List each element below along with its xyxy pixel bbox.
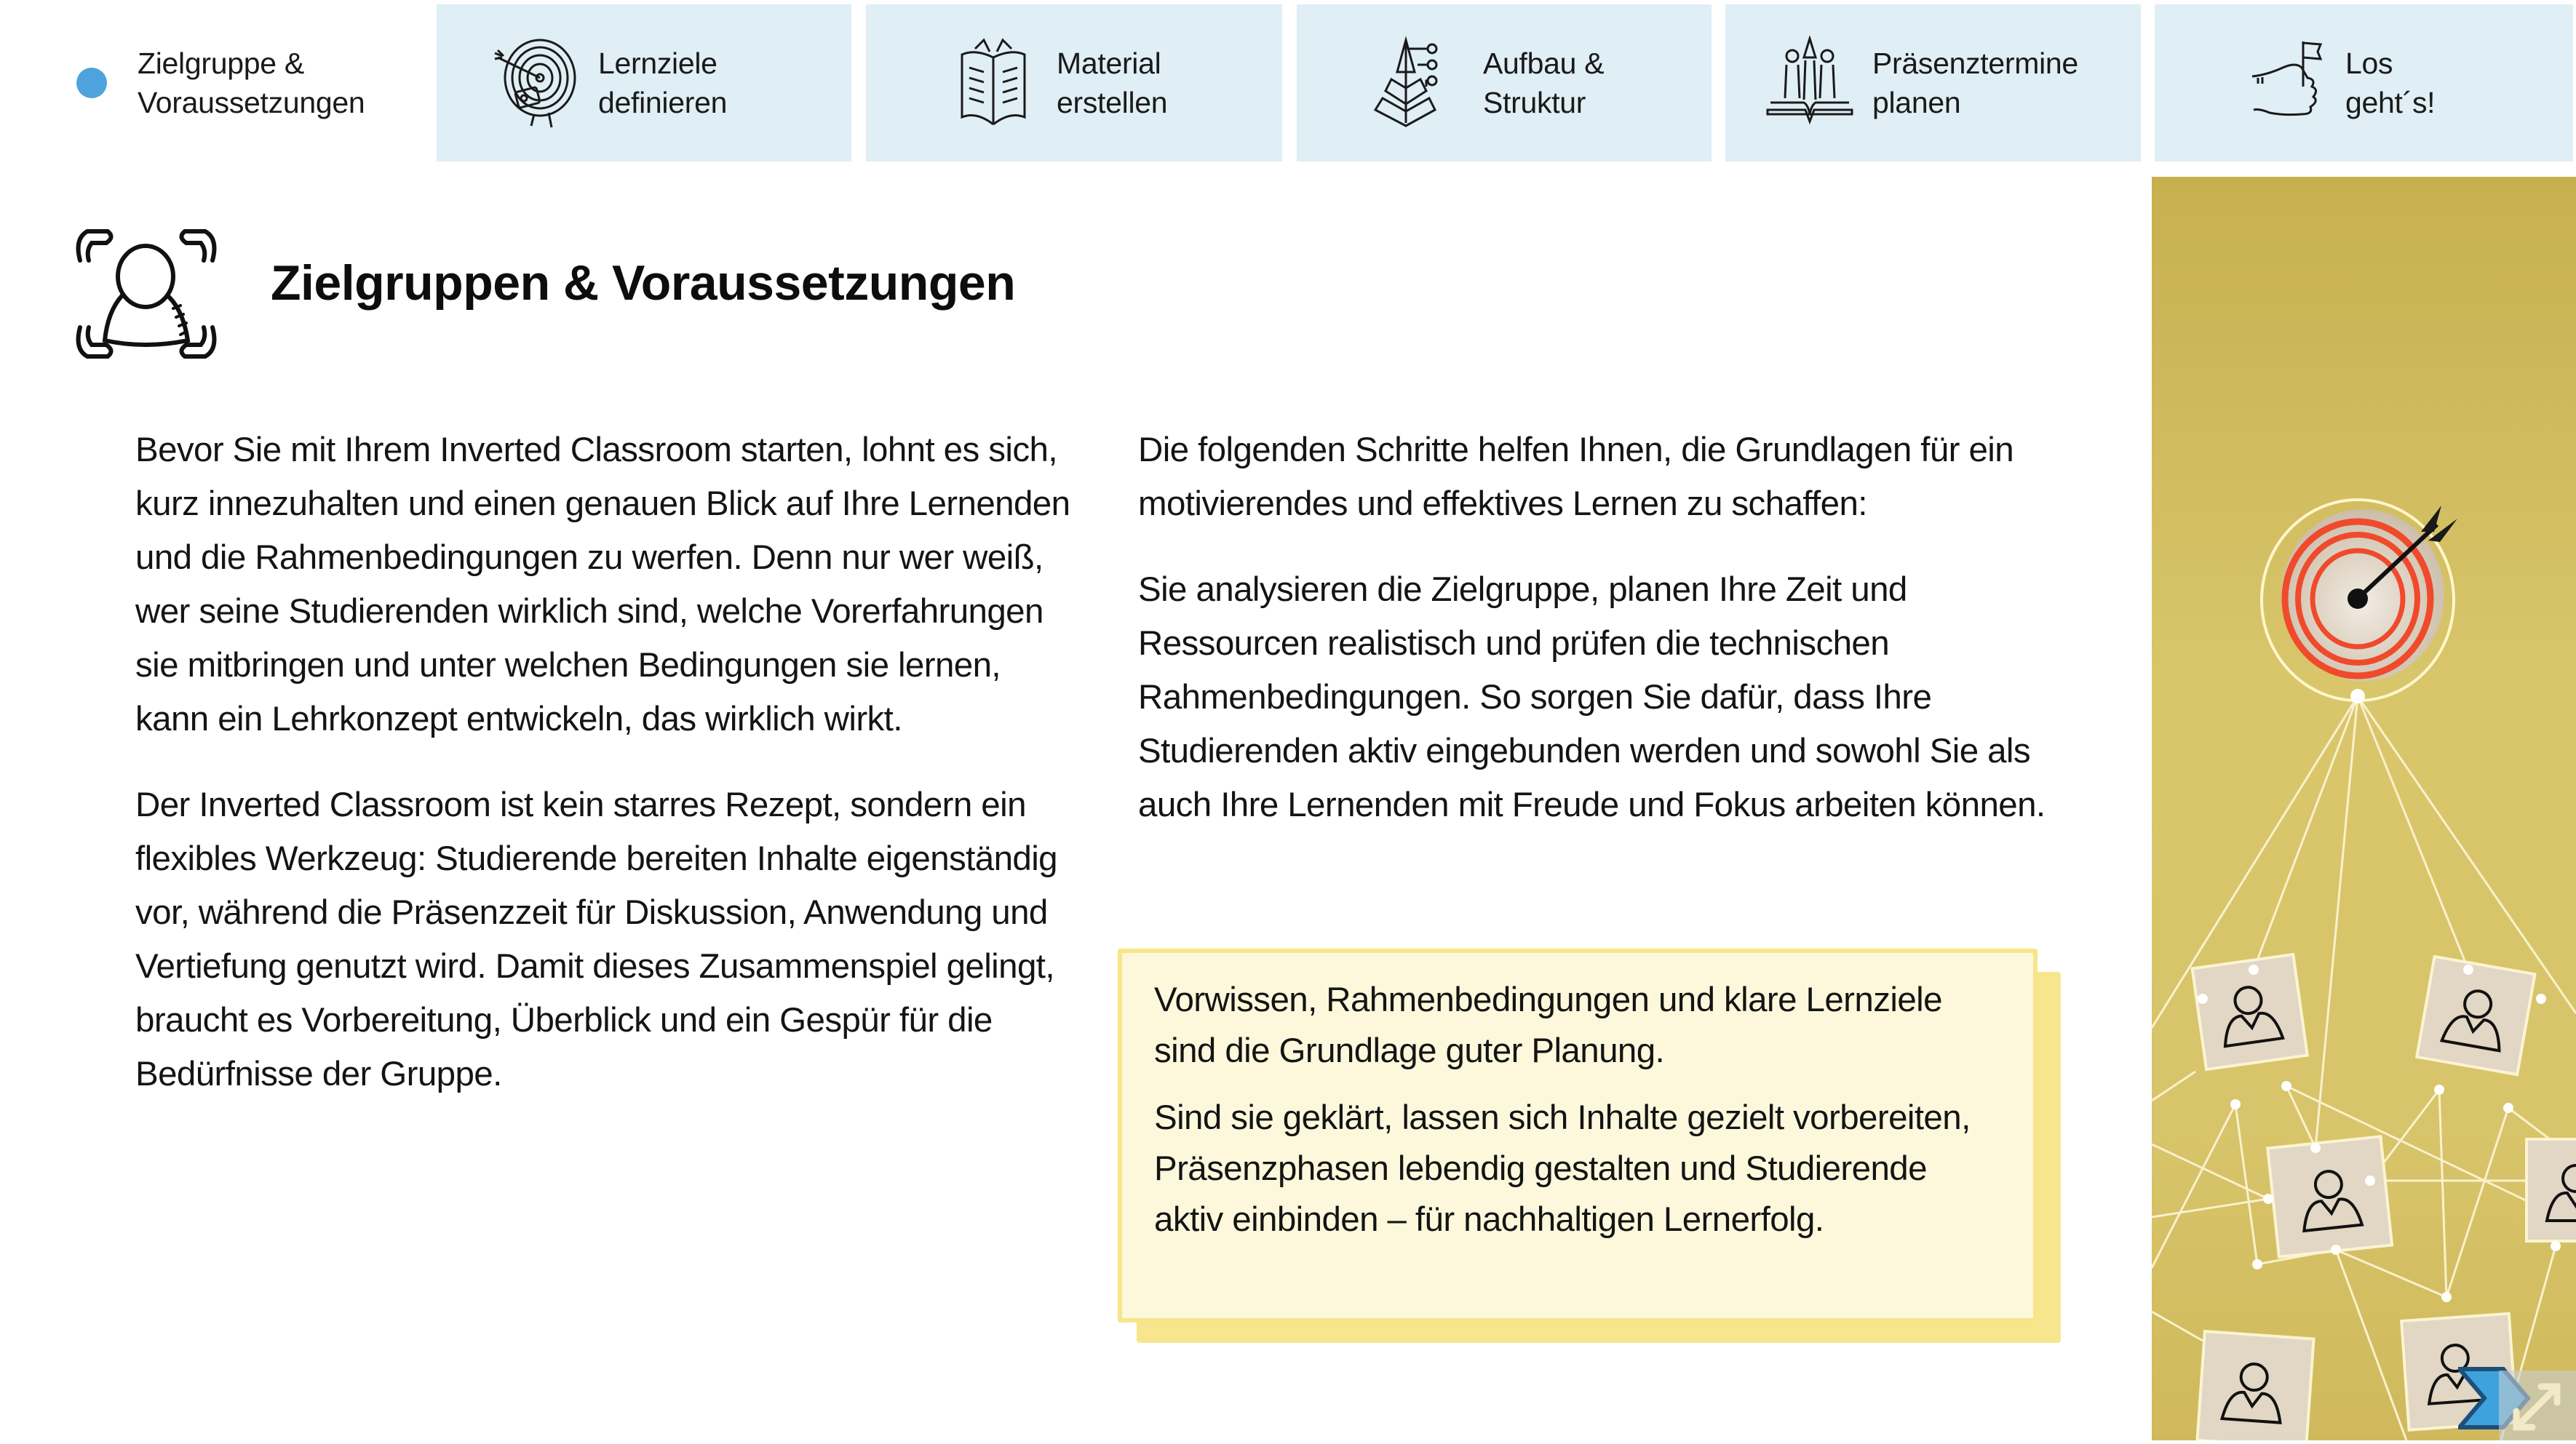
intro-text-right xyxy=(1138,423,2084,832)
intro-text-left xyxy=(135,423,1081,1101)
tab-label: Zielgruppe & Voraussetzungen xyxy=(138,47,365,119)
tab-label: Aufbau & Struktur xyxy=(1483,47,1605,119)
fullscreen-button[interactable] xyxy=(2499,1371,2576,1440)
tab-label: Lernziele definieren xyxy=(598,47,728,119)
tab-zielgruppe[interactable] xyxy=(0,4,429,161)
target-arrow-icon xyxy=(490,36,585,130)
note-paragraph: Sind sie geklärt, lassen sich Inhalte gezielt vorbereiten, Präsenzphasen lebendig gestalten und Studierende aktiv einbinden – für nachhaltigen Lernerfolg. xyxy=(1154,1098,1971,1239)
paragraph: Bevor Sie mit Ihrem Inverted Classroom starten, lohnt es sich, kurz innezuhalten und einen genauen Blick auf Ihre Lernenden und die Rahmenbedingungen zu werfen. Denn nur wer weiß, wer seine Studierenden wirklich sind, welche Vorerfahrungen sie mitbringen und unter welchen Bedingungen sie lernen, kann ein Lehrkonzept entwickeln, das wirklich wirkt. xyxy=(135,431,1070,738)
active-indicator-dot xyxy=(76,68,107,98)
people-book-icon xyxy=(1763,36,1858,130)
tab-label: Los geht´s! xyxy=(2345,47,2436,119)
tab-label: Präsenztermine planen xyxy=(1872,47,2078,119)
tab-praesenztermine[interactable] xyxy=(1725,4,2141,161)
illustration-target-network xyxy=(2152,177,2576,1440)
pyramid-structure-icon xyxy=(1362,36,1471,130)
hand-flag-icon xyxy=(2248,36,2328,130)
paragraph: Sie analysieren die Zielgruppe, planen Ihre Zeit und Ressourcen realistisch und prüfen die technischen Rahmenbedingungen. So sorgen Sie dafür, dass Ihre Studierenden aktiv eingebunden werden und sowohl Sie als auch Ihre Lernenden mit Freude und Fokus arbeiten können. xyxy=(1138,570,2046,824)
fullscreen-icon xyxy=(2499,1371,2576,1440)
page-title: Zielgruppen & Voraussetzungen xyxy=(271,255,1016,311)
paragraph: Der Inverted Classroom ist kein starres Rezept, sondern ein flexibles Werkzeug: Studierende bereiten Inhalte eigenständig vor, während die Präsenzzeit für Diskussion, Anwendung und Vertiefung genutzt wird. Damit dieses Zusammenspiel gelingt, braucht es Vorbereitung, Überblick und ein Gespür für die Bedürfnisse der Gruppe. xyxy=(135,786,1057,1093)
note-paragraph: Vorwissen, Rahmenbedingungen und klare Lernziele sind die Grundlage guter Planung. xyxy=(1154,981,1942,1070)
open-book-icon xyxy=(946,36,1041,130)
tab-lernziele[interactable] xyxy=(437,4,851,161)
note-box xyxy=(1118,949,2038,1323)
tab-label: Material erstellen xyxy=(1057,47,1168,119)
person-focus-icon xyxy=(70,217,223,371)
tab-los-gehts[interactable] xyxy=(2155,4,2573,161)
tab-material[interactable] xyxy=(866,4,1282,161)
tab-aufbau[interactable] xyxy=(1297,4,1712,161)
paragraph: Die folgenden Schritte helfen Ihnen, die Grundlagen für ein motivierendes und effektives Lernen zu schaffen: xyxy=(1138,431,2014,523)
